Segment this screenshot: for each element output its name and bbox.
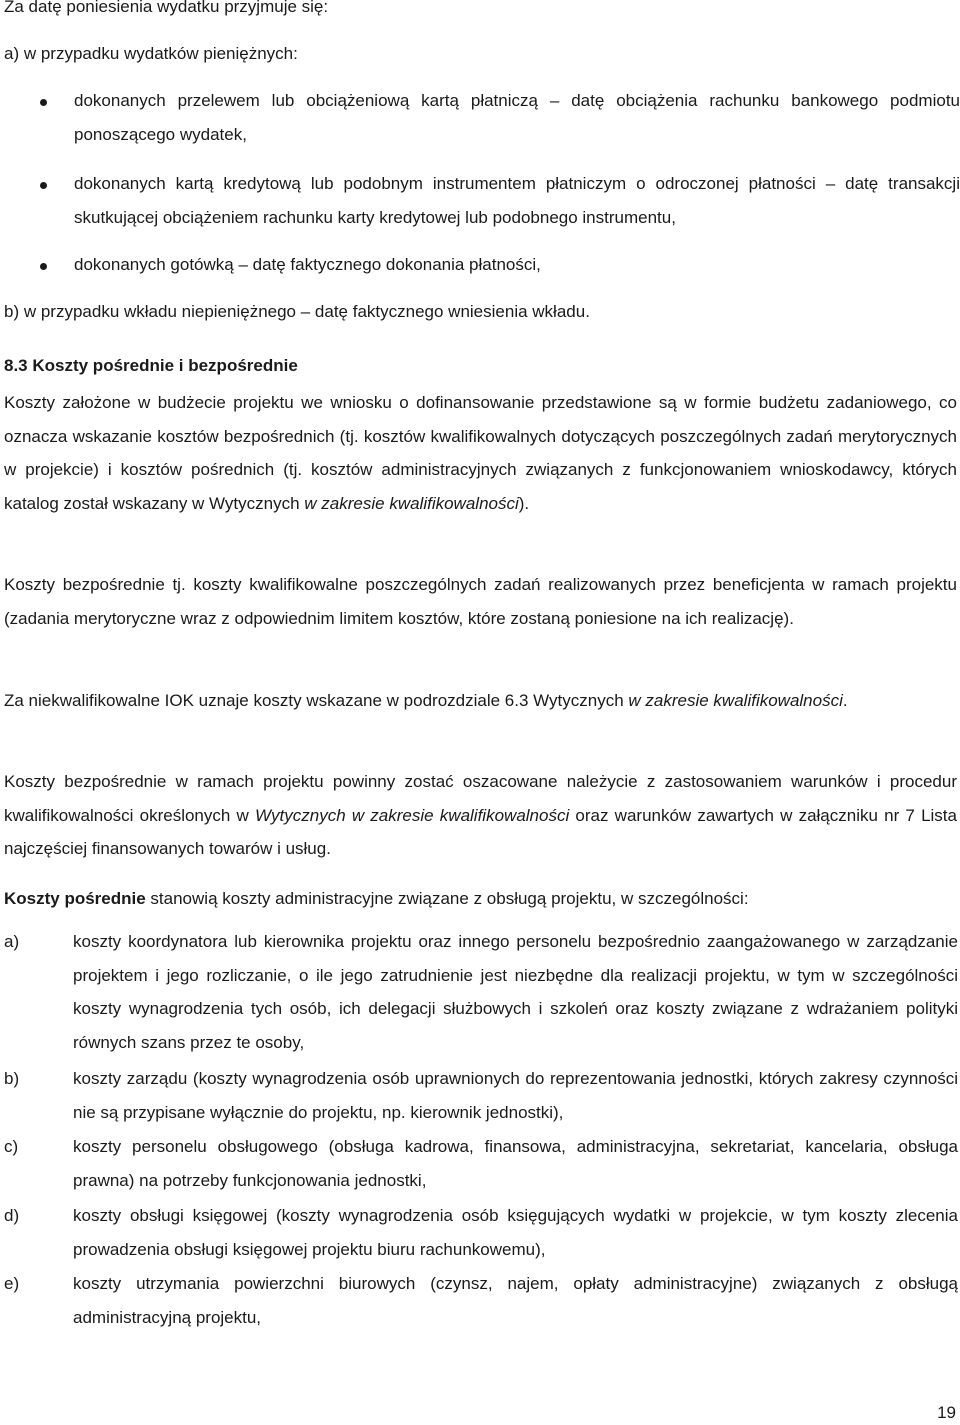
paragraph-indirect-costs xyxy=(4,882,957,916)
bullet-icon xyxy=(40,263,47,270)
paragraph-text: stanowią koszty administracyjne związane z obsługą projektu, w szczególności: xyxy=(145,889,749,908)
list-item-text: dokonanych przelewem lub obciążeniową kartą płatniczą – datę obciążenia rachunku bankowego podmiotu ponoszącego wydatek, xyxy=(74,91,960,144)
list-item-text: koszty obsługi księgowej (koszty wynagrodzenia osób księgujących wydatki w projekcie, w tym koszty zlecenia prowadzenia obsługi księgowej projektu biuru rachunkowemu), xyxy=(73,1206,958,1259)
list-item-label: c) xyxy=(4,1137,19,1156)
paragraph-budget xyxy=(4,386,957,520)
list-item-text: koszty zarządu (koszty wynagrodzenia osób uprawnionych do reprezentowania jednostki, których zakresy czynności nie są przypisane wyłącznie do projektu, np. kierownik jednostki), xyxy=(73,1069,958,1122)
paragraph-text: Za niekwalifikowalne IOK uznaje koszty wskazane w podrozdziale 6.3 Wytycznych xyxy=(4,691,629,710)
page-number: 19 xyxy=(937,1403,956,1422)
italic-reference: w zakresie kwalifikowalności xyxy=(628,691,843,710)
list-item-text: dokonanych kartą kredytową lub podobnym instrumentem płatniczym o odroczonej płatności – datę transakcji skutkującej obciążeniem rachunku karty kredytowej lub podobnego instrumentu, xyxy=(74,174,960,227)
list-item-text: koszty koordynatora lub kierownika projektu oraz innego personelu bezpośrednio zaangażowanego w zarządzanie projektem i jego rozliczanie, o ile jego zatrudnienie jest niezbędne dla realizacji projektu, w tym w szczególności koszty wynagrodzenia tych osób, ich delegacji służbowych i szkoleń oraz koszty związane z wdrażaniem polityki równych szans przez te osoby, xyxy=(73,932,958,1052)
list-item-text: koszty personelu obsługowego (obsługa kadrowa, finansowa, administracyjna, sekretariat, kancelaria, obsługa prawna) na potrzeby funkcjonowania jednostki, xyxy=(73,1137,958,1190)
case-a-heading: a) w przypadku wydatków pieniężnych: xyxy=(4,44,298,63)
case-b-text: b) w przypadku wkładu niepieniężnego – datę faktycznego wniesienia wkładu. xyxy=(4,302,590,321)
italic-reference: w zakresie kwalifikowalności xyxy=(304,493,519,513)
paragraph-text: Koszty bezpośrednie w ramach projektu powinny zostać oszacowane należycie z zastosowaniem warunków i procedur kwalifikowalności określonych w xyxy=(4,772,957,825)
italic-reference: Wytycznych w zakresie kwalifikowalności xyxy=(254,805,570,825)
list-item-text: koszty utrzymania powierzchni biurowych (czynsz, najem, opłaty administracyjne) związanych z obsługą administracyjną projektu, xyxy=(73,1274,958,1327)
bold-term: Koszty pośrednie xyxy=(4,889,146,908)
paragraph-ineligible xyxy=(4,684,957,718)
section-heading: 8.3 Koszty pośrednie i bezpośrednie xyxy=(4,356,298,375)
paragraph-end: ). xyxy=(518,493,530,513)
list-item-label: b) xyxy=(4,1069,20,1088)
bullet-icon xyxy=(40,99,47,106)
paragraph-text: Koszty założone w budżecie projektu we wniosku o dofinansowanie przedstawione są w formie budżetu zadaniowego, co oznacza wskazanie kosztów bezpośrednich (tj. kosztów kwalifikowalnych dotyczących poszczególnych zadań merytorycznych w projekcie) i kosztów pośrednich (tj. kosztów administracyjnych związanych z funkcjonowaniem wnioskodawcy, których katalog został wskazany w Wytycznych xyxy=(4,393,957,513)
list-item-label: e) xyxy=(4,1274,20,1293)
list-item-label: a) xyxy=(4,932,20,951)
intro-text: Za datę poniesienia wydatku przyjmuje się: xyxy=(4,0,329,16)
paragraph-direct-costs: Koszty bezpośrednie tj. koszty kwalifikowalne poszczególnych zadań realizowanych przez beneficjenta w ramach projektu (zadania merytoryczne wraz z odpowiednim limitem kosztów, które zostaną poniesione na ich realizację). xyxy=(4,575,957,628)
paragraph-estimation xyxy=(4,765,957,866)
list-item-label: d) xyxy=(4,1206,20,1225)
paragraph-end: oraz warunków zawartych w załączniku nr 7 Lista najczęściej finansowanych towarów i usług. xyxy=(4,805,957,858)
list-item-text: dokonanych gotówką – datę faktycznego dokonania płatności, xyxy=(74,255,541,274)
paragraph-end: . xyxy=(842,691,848,710)
bullet-icon xyxy=(40,182,47,189)
